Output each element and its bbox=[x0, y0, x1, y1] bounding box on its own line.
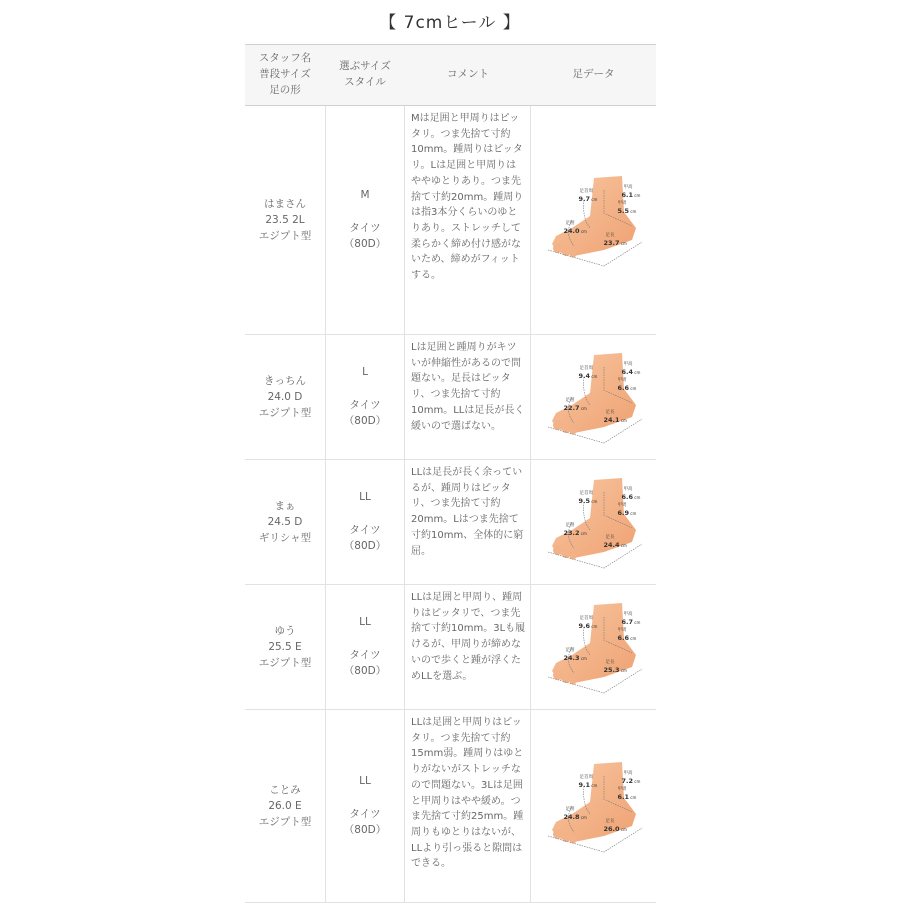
foot-diagram bbox=[544, 756, 644, 856]
foot-value-length: 24.4 cm bbox=[603, 541, 627, 549]
foot-label-length: 足長 bbox=[605, 410, 615, 415]
foot-value-top-left: 9.6 cm bbox=[578, 622, 598, 630]
foot-label-length: 足長 bbox=[605, 819, 615, 824]
foot-label-instep-height: 甲高 bbox=[623, 612, 633, 617]
foot-label-instep-height: 甲高 bbox=[623, 771, 633, 776]
foot-label-instep-height: 甲高 bbox=[623, 487, 633, 492]
foot-data-cell bbox=[531, 335, 656, 459]
foot-label-ankle: 足首周 bbox=[579, 189, 593, 194]
foot-label-girth: 足囲 bbox=[565, 807, 575, 812]
foot-label-ankle: 足首周 bbox=[579, 491, 593, 496]
foot-label-ankle: 足首周 bbox=[579, 775, 593, 780]
foot-label-length: 足長 bbox=[605, 660, 615, 665]
foot-label-girth: 足囲 bbox=[565, 398, 575, 403]
header-size: 選ぶサイズ スタイル bbox=[339, 60, 391, 88]
header-foot-data: 足データ bbox=[572, 68, 615, 81]
foot-value-top-right: 6.1 cm bbox=[621, 191, 641, 199]
table-row bbox=[245, 585, 656, 710]
foot-value-mid-right: 6.9 cm bbox=[617, 509, 637, 517]
size-cell: L タイツ （80D） bbox=[325, 335, 405, 459]
foot-diagram bbox=[544, 472, 644, 572]
size-cell: LL タイツ （80D） bbox=[325, 460, 405, 584]
table-header bbox=[245, 45, 656, 106]
foot-value-length: 24.1 cm bbox=[603, 416, 627, 424]
foot-data-cell bbox=[531, 585, 656, 709]
foot-value-top-right: 6.4 cm bbox=[621, 368, 641, 376]
foot-diagram bbox=[544, 347, 644, 447]
staff-cell: はまさん 23.5 2L エジプト型 bbox=[258, 197, 312, 243]
foot-label-instep-height: 甲高 bbox=[623, 185, 633, 190]
size-cell: M タイツ （80D） bbox=[325, 106, 405, 334]
table-row bbox=[245, 710, 656, 903]
header-comment: コメント bbox=[447, 68, 489, 81]
foot-value-mid-right: 6.6 cm bbox=[617, 384, 637, 392]
comment-cell: LLは足囲と甲周りはピッタリ。つま先捨て寸約15mm弱。踵周りはゆとりがないがストレッチなので問題ない。3Lは足囲と甲周りはやや緩め。つま先捨て寸約25mm。踵周りもゆとりはないが、LLより引っ張ると隙間はできる。 bbox=[405, 710, 531, 902]
foot-label-ankle: 足首周 bbox=[579, 616, 593, 621]
foot-value-length: 23.7 cm bbox=[603, 239, 627, 247]
foot-value-girth: 23.2 cm bbox=[563, 529, 587, 537]
foot-value-top-left: 9.4 cm bbox=[578, 372, 598, 380]
foot-value-mid-right: 6.6 cm bbox=[617, 634, 637, 642]
foot-label-arch: 甲周 bbox=[617, 628, 627, 633]
foot-value-girth: 24.8 cm bbox=[563, 813, 587, 821]
staff-cell: ゆう 25.5 E エジプト型 bbox=[258, 624, 312, 670]
staff-cell: きっちん 24.0 D エジプト型 bbox=[258, 374, 312, 420]
foot-value-length: 25.3 cm bbox=[603, 666, 627, 674]
foot-value-girth: 22.7 cm bbox=[563, 404, 587, 412]
table-row bbox=[245, 106, 656, 335]
foot-label-instep-height: 甲高 bbox=[623, 362, 633, 367]
size-cell: LL タイツ （80D） bbox=[325, 710, 405, 902]
foot-diagram bbox=[544, 170, 644, 270]
foot-data-cell bbox=[531, 460, 656, 584]
comment-cell: LLは足囲と甲周り、踵周りはピッタリで、つま先捨て寸約10mm。3Lも履けるが、甲周りが締めないので歩くと踵が浮くためLLを選ぶ。 bbox=[405, 585, 531, 709]
staff-cell: ことみ 26.0 E エジプト型 bbox=[258, 783, 312, 829]
foot-value-girth: 24.0 cm bbox=[563, 227, 587, 235]
table-row bbox=[245, 335, 656, 460]
foot-label-girth: 足囲 bbox=[565, 523, 575, 528]
foot-value-mid-right: 6.1 cm bbox=[617, 793, 637, 801]
table-row bbox=[245, 460, 656, 585]
comment-cell: Mは足囲と甲周りはピッタリ。つま先捨て寸約10mm。踵周りはピッタリ。Lは足囲と甲周りはややゆとりあり。つま先捨て寸約20mm。踵周りは指3本分くらいのゆとりあり。ストレッチして柔らかく締め付け感がないため、締めがフィットする。 bbox=[405, 106, 531, 334]
foot-label-girth: 足囲 bbox=[565, 648, 575, 653]
foot-label-ankle: 足首周 bbox=[579, 366, 593, 371]
size-cell: LL タイツ （80D） bbox=[325, 585, 405, 709]
comment-cell: LLは足長が長く余っているが、踵周りはピッタリ、つま先捨て寸約20mm。Lはつま先捨て寸約10mm、全体的に窮屈。 bbox=[405, 460, 531, 584]
foot-label-girth: 足囲 bbox=[565, 221, 575, 226]
foot-value-girth: 24.3 cm bbox=[563, 654, 587, 662]
foot-label-arch: 甲周 bbox=[617, 787, 627, 792]
foot-value-length: 26.0 cm bbox=[603, 825, 627, 833]
foot-value-top-left: 9.5 cm bbox=[578, 497, 598, 505]
foot-label-length: 足長 bbox=[605, 233, 615, 238]
foot-label-arch: 甲周 bbox=[617, 378, 627, 383]
comment-cell: Lは足囲と踵周りがキツいが伸縮性があるので問題ない。足長はピッタリ、つま先捨て寸約10mm。LLは足長が長く緩いので選ばない。 bbox=[405, 335, 531, 459]
foot-label-arch: 甲周 bbox=[617, 201, 627, 206]
page-title: 【 7cmヒール 】 bbox=[379, 13, 521, 33]
foot-value-top-left: 9.7 cm bbox=[578, 195, 598, 203]
foot-data-cell bbox=[531, 106, 656, 334]
staff-cell: まぁ 24.5 D ギリシャ型 bbox=[258, 499, 312, 545]
header-staff: スタッフ名 普段サイズ 足の形 bbox=[258, 52, 312, 96]
foot-diagram bbox=[544, 597, 644, 697]
foot-label-arch: 甲周 bbox=[617, 503, 627, 508]
foot-value-top-left: 9.1 cm bbox=[578, 781, 598, 789]
foot-label-length: 足長 bbox=[605, 535, 615, 540]
size-table bbox=[245, 44, 656, 903]
foot-data-cell bbox=[531, 710, 656, 902]
foot-value-mid-right: 5.5 cm bbox=[617, 207, 637, 215]
foot-value-top-right: 6.7 cm bbox=[621, 618, 641, 626]
foot-value-top-right: 7.2 cm bbox=[621, 777, 641, 785]
foot-value-top-right: 6.6 cm bbox=[621, 493, 641, 501]
